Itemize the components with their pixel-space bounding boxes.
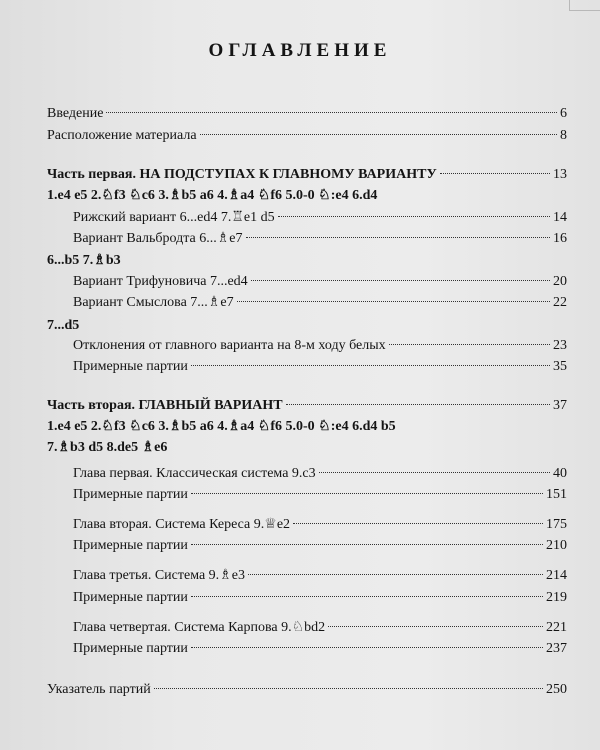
leader-dots: [248, 574, 543, 575]
toc-entry-page: 151: [546, 487, 567, 502]
leader-dots: [251, 280, 550, 281]
toc-entry-text: Примерные партии: [73, 359, 188, 374]
toc-entry-game-index: [47, 680, 567, 700]
toc-entry-page: 23: [553, 338, 567, 353]
leader-dots: [237, 301, 550, 302]
toc-entry-page: 16: [553, 231, 567, 246]
toc-entry-page: 35: [553, 359, 567, 374]
leader-dots: [200, 134, 557, 135]
toc-entry-sample-games: [73, 588, 567, 608]
toc-entry-page: 214: [546, 568, 567, 583]
toc-entry-page: 40: [553, 466, 567, 481]
leader-dots: [191, 596, 543, 597]
toc-entry-riga-variation: [73, 208, 567, 228]
toc-entry-page: 37: [553, 398, 567, 413]
toc-entry-text: Вариант Смыслова 7...♗e7: [73, 295, 234, 310]
leader-dots: [319, 472, 550, 473]
toc-entry-text: Вариант Вальбродта 6...♗e7: [73, 231, 243, 246]
toc-move-line: 6...b5 7.♗b3: [47, 253, 121, 268]
toc-entry-sample-games: [73, 536, 567, 556]
toc-entry-introduction: [47, 104, 567, 124]
toc-entry-walbrodt-variation: [73, 229, 567, 249]
leader-dots: [191, 544, 543, 545]
leader-dots: [328, 626, 543, 627]
toc-entry-chapter-three: [73, 566, 567, 586]
toc-entry-page: 210: [546, 538, 567, 553]
toc-entry-page: 237: [546, 641, 567, 656]
page-title: ОГЛАВЛЕНИЕ: [208, 40, 392, 61]
toc-entry-sample-games: [73, 357, 567, 377]
toc-entry-page: 13: [553, 167, 567, 182]
toc-entry-text: Введение: [47, 106, 104, 121]
toc-entry-page: 20: [553, 274, 567, 289]
toc-entry-text: Часть вторая. ГЛАВНЫЙ ВАРИАНТ: [47, 398, 283, 413]
leader-dots: [191, 365, 550, 366]
toc-entry-page: 250: [546, 682, 567, 697]
page-corner-mark: [569, 0, 600, 11]
leader-dots: [389, 344, 550, 345]
toc-entry-text: Глава первая. Классическая система 9.c3: [73, 466, 316, 481]
toc-entry-sample-games: [73, 485, 567, 505]
leader-dots: [106, 112, 557, 113]
toc-entry-text: Глава вторая. Система Кереса 9.♕e2: [73, 517, 291, 532]
toc-entry-sample-games: [73, 639, 567, 659]
toc-entry-page: 14: [553, 210, 567, 225]
leader-dots: [191, 493, 543, 494]
toc-entry-text: Примерные партии: [73, 538, 188, 553]
leader-dots: [293, 523, 543, 524]
leader-dots: [191, 647, 543, 648]
toc-entry-text: Расположение материала: [47, 128, 197, 143]
toc-entry-text: Примерные партии: [73, 641, 188, 656]
toc-entry-text: Указатель партий: [47, 682, 151, 697]
toc-part-one: [47, 165, 567, 185]
leader-dots: [246, 237, 550, 238]
toc-entry-chapter-two: [73, 515, 567, 535]
toc-move-line: 7...d5: [47, 318, 80, 333]
toc-move-line: 1.e4 e5 2.♘f3 ♘c6 3.♗b5 a6 4.♗a4 ♘f6 5.0-0 ♘:e4 6.d4 b5: [47, 419, 396, 434]
toc-entry-material-layout: [47, 126, 567, 146]
toc-entry-page: 219: [546, 590, 567, 605]
toc-move-line: 7.♗b3 d5 8.de5 ♗e6: [47, 440, 168, 455]
toc-entry-text: Глава третья. Система 9.♗e3: [73, 568, 245, 583]
toc-entry-trifunovic-variation: [73, 272, 567, 292]
toc-entry-chapter-four: [73, 618, 567, 638]
toc-entry-page: 6: [560, 106, 567, 121]
toc-entry-text: Глава четвертая. Система Карпова 9.♘bd2: [73, 620, 326, 635]
toc-entry-deviations: [73, 336, 567, 356]
toc-entry-text: Часть первая. НА ПОДСТУПАХ К ГЛАВНОМУ ВАРИАНТУ: [47, 167, 437, 182]
toc-entry-smyslov-variation: [73, 293, 567, 313]
toc-entry-page: 221: [546, 620, 567, 635]
toc-entry-text: Примерные партии: [73, 487, 188, 502]
toc-entry-text: Примерные партии: [73, 590, 188, 605]
toc-entry-page: 8: [560, 128, 567, 143]
leader-dots: [154, 688, 543, 689]
toc-entry-page: 22: [553, 295, 567, 310]
toc-entry-page: 175: [546, 517, 567, 532]
toc-move-line: 1.e4 e5 2.♘f3 ♘c6 3.♗b5 a6 4.♗a4 ♘f6 5.0-0 ♘:e4 6.d4: [47, 188, 378, 203]
toc-part-two: [47, 396, 567, 416]
toc-entry-text: Вариант Трифуновича 7...ed4: [73, 274, 248, 289]
toc-entry-chapter-one: [73, 464, 567, 484]
toc-entry-text: Рижский вариант 6...ed4 7.♖e1 d5: [73, 210, 275, 225]
leader-dots: [278, 216, 550, 217]
toc-entry-text: Отклонения от главного варианта на 8-м ходу белых: [73, 338, 386, 353]
leader-dots: [440, 173, 550, 174]
leader-dots: [286, 404, 550, 405]
